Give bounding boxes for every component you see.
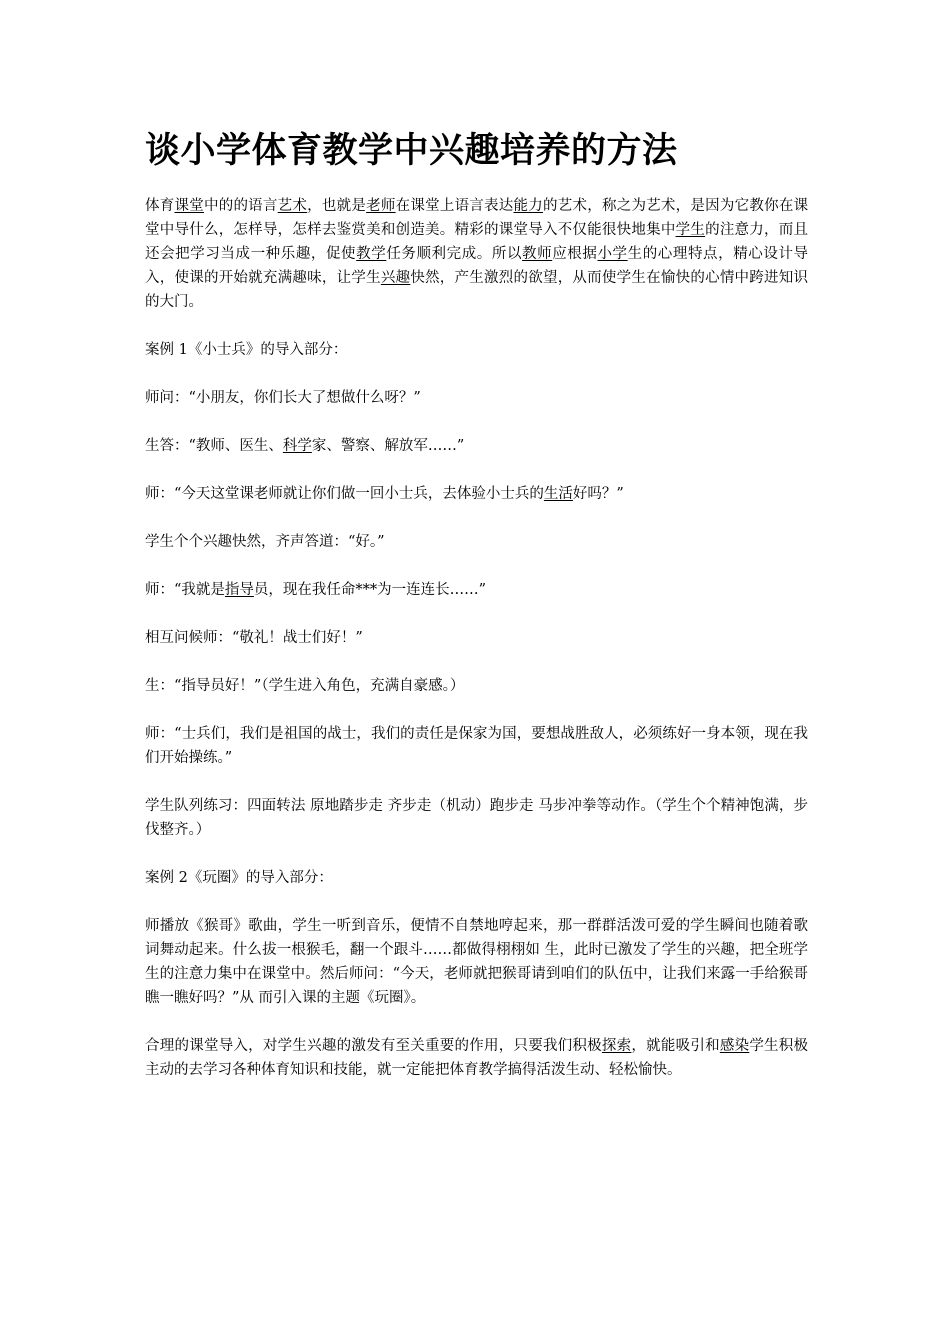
paragraph-text: 师问：“小朋友，你们长大了想做什么呀？” (145, 390, 421, 406)
underlined-term: 兴趣 (380, 270, 411, 286)
paragraph-text: 合理的课堂导入，对学生兴趣的激发有至关重要的作用，只要我们积极 (145, 1038, 602, 1054)
paragraph (145, 1034, 808, 1082)
paragraph-text: 学生积极主动的去学习各种体育知识和技能，就一定能把体育教学搞得活泼生动、轻松愉快。 (145, 1038, 809, 1078)
underlined-term: 指导 (224, 582, 254, 598)
document-title: 谈小学体育教学中兴趣培养的方法 (145, 131, 678, 171)
paragraph (145, 866, 808, 890)
paragraph-text: 学生个个兴趣快然，齐声答道：“好。” (145, 534, 385, 550)
paragraph-text: 生：“指导员好！”（学生进入角色，充满自豪感。） (145, 678, 465, 694)
underlined-term: 感染 (719, 1038, 750, 1054)
paragraph-text: 体育 (145, 198, 175, 214)
paragraph (145, 578, 808, 602)
paragraph-text: 师播放《猴哥》歌曲，学生一听到音乐，便情不自禁地哼起来，那一群群活泼可爱的学生瞬间也随着歌词舞动起来。什么拔一根猴毛，翻一个跟斗……都做得栩栩如 生，此时已激发了学生的兴趣，把全班学生的注意力集中在课堂中。然后师问：“今天，老师就把猴哥请到咱们的队伍中，让我们来露一手给猴哥瞧一瞧好吗？”从 而引入课的主题《玩圈》。 (145, 918, 808, 1006)
underlined-term: 教师 (522, 246, 553, 262)
paragraph (145, 530, 808, 554)
paragraph-text: 案例 2《玩圈》的导入部分： (145, 870, 333, 886)
paragraph (145, 914, 808, 1010)
paragraph-text: 案例 1《小士兵》的导入部分： (145, 342, 348, 358)
paragraph-text: 的艺术，称之为艺术，是因为它教你在课堂中导什么，怎样导，怎样去鉴赏美和创造美。精彩的课堂导入不仅能很快地集中 (145, 198, 809, 238)
paragraph-text: 生的心理特点，精心设计导入，使课的开始就充满趣味，让学生 (145, 246, 809, 286)
paragraph-text: 在课堂上语言表达 (395, 198, 514, 214)
underlined-term: 小学 (597, 246, 628, 262)
paragraph-text: 好吗？” (572, 486, 624, 502)
document-body (145, 126, 808, 1106)
underlined-term: 能力 (513, 198, 544, 214)
paragraph (145, 482, 808, 506)
paragraph (145, 626, 808, 650)
paragraph (145, 434, 808, 458)
underlined-term: 艺术 (277, 198, 308, 214)
paragraph (145, 338, 808, 362)
paragraph (145, 194, 808, 314)
paragraph (145, 674, 808, 698)
paragraph (145, 386, 808, 410)
underlined-term: 课堂 (174, 198, 204, 214)
paragraph-text: 相互问候师：“敬礼！战士们好！” (145, 630, 363, 646)
paragraph-text: 中的的语言 (203, 198, 278, 214)
underlined-term: 学生 (675, 222, 706, 238)
paragraph-text: 家、警察、解放军……” (311, 438, 465, 454)
paragraph-text: ，也就是 (307, 198, 367, 214)
paragraph-text: 师：“我就是 (145, 582, 225, 598)
underlined-term: 老师 (366, 198, 396, 214)
paragraph-text: 的注意力，而且还会把学习当成一种乐趣，促使 (145, 222, 809, 262)
paragraph-text: 生答：“教师、医生、 (145, 438, 283, 454)
paragraph (145, 722, 808, 770)
underlined-term: 科学 (282, 438, 312, 454)
paragraph-text: 师：“士兵们，我们是祖国的战士，我们的责任是保家为国，要想战胜敌人，必须练好一身本领，现在我们开始操练。” (145, 726, 808, 766)
paragraph-text: 应根据 (552, 246, 598, 262)
underlined-term: 探索 (601, 1038, 632, 1054)
paragraph-text: 任务顺利完成。所以 (386, 246, 523, 262)
paragraph-text: ，就能吸引和 (631, 1038, 720, 1054)
paragraph-text: 学生队列练习：四面转法 原地踏步走 齐步走（机动）跑步走 马步冲拳等动作。（学生个个精神饱满，步伐整齐。） (145, 798, 808, 838)
paragraph-list (145, 194, 808, 1082)
paragraph-text: 员，现在我任命***为一连连长……” (253, 582, 487, 598)
paragraph-text: 师：“今天这堂课老师就让你们做一回小士兵，去体验小士兵的 (145, 486, 544, 502)
paragraph-text: 快然，产生激烈的欲望，从而使学生在愉快的心情中跨进知识的大门。 (145, 270, 809, 310)
underlined-term: 生活 (543, 486, 573, 502)
underlined-term: 教学 (356, 246, 387, 262)
paragraph (145, 794, 808, 842)
